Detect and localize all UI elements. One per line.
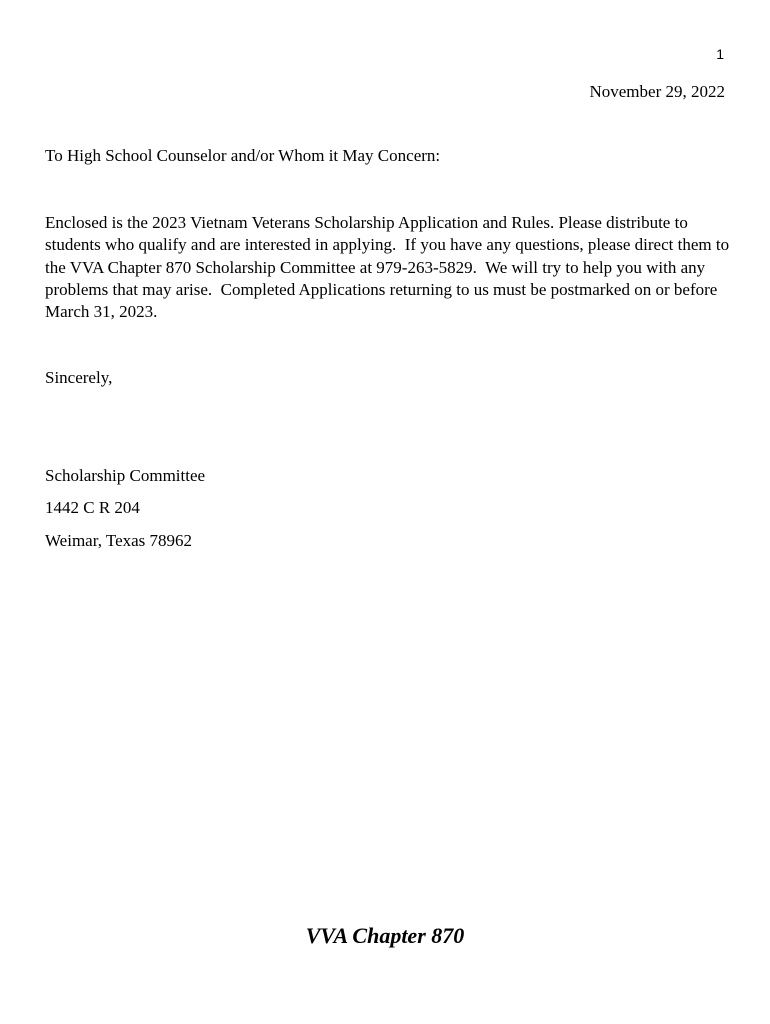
- letter-salutation: To High School Counselor and/or Whom it May Concern:: [45, 146, 441, 165]
- letter-body: Enclosed is the 2023 Vietnam Veterans Scholarship Application and Rules. Please distribute to students who qualify and are interested in applying. If you have any questions, please direct them to the VVA Chapter 870 Scholarship Committee at 979-263-5829. We will try to help you with any problems that may arise. Completed Applications returning to us must be postmarked on or before March 31, 2023.: [45, 213, 734, 322]
- page-number: 1: [716, 46, 724, 62]
- signature-name: Scholarship Committee: [45, 466, 206, 485]
- footer-organization: VVA Chapter 870: [305, 923, 465, 948]
- letter-closing: Sincerely,: [45, 368, 113, 387]
- signature-address-line1: 1442 C R 204: [45, 498, 140, 517]
- letter-date: November 29, 2022: [589, 82, 725, 101]
- signature-address-line2: Weimar, Texas 78962: [45, 531, 193, 550]
